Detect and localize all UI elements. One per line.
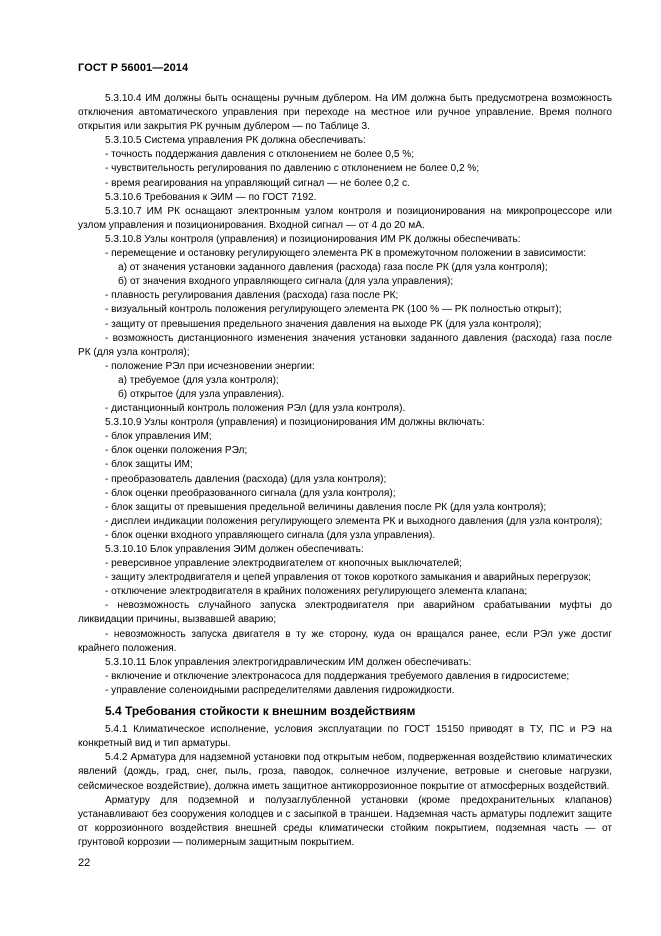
page-number: 22 — [78, 857, 91, 869]
list-item: - перемещение и остановку регулирующего элемента РК в промежуточном положении в зависимости: — [105, 248, 587, 260]
paragraph: Арматуру для подземной и полузаглубленной установки (кроме предохранительных клапанов) устанавливают без сооружения колодцев и с засыпкой в траншеи. Надземная часть арматуры подлежит защите от коррозионного воздействия внешней среды климатически стойким покрытием, подземная часть — от грунтовой коррозии — полимерным защитным покрытием. — [78, 794, 612, 848]
sub-list-item: а) от значения установки заданного давления (расхода) газа после РК (для узла контроля); — [118, 262, 548, 274]
paragraph: 5.3.10.10 Блок управления ЭИМ должен обеспечивать: — [105, 544, 364, 555]
paragraph: 5.3.10.7 ИМ РК оснащают электронным узлом контроля и позиционирования на микропроцессоре или узлом управления и позиционирования. Входной сигнал — от 4 до 20 мА. — [78, 205, 612, 231]
list-item: - дисплеи индикации положения регулирующего элемента РК и выходного давления (для узла контроля); — [105, 515, 603, 527]
list-item: - блок управления ИМ; — [105, 431, 212, 443]
list-item: - блок защиты ИМ; — [105, 459, 193, 471]
paragraph: 5.3.10.11 Блок управления электрогидравлическим ИМ должен обеспечивать: — [105, 656, 472, 668]
list-item: - блок оценки положения РЭл; — [105, 445, 248, 457]
sub-list-item: а) требуемое (для узла контроля); — [118, 374, 279, 386]
list-item: - блок защиты от превышения предельной величины давления после РК (для узла контроля); — [105, 501, 547, 513]
list-item: - блок оценки входного управляющего сигнала (для узла управления). — [105, 529, 436, 541]
sub-list-item: б) открытое (для узла управления). — [118, 388, 285, 400]
document-code-header: ГОСТ Р 56001—2014 — [78, 62, 189, 74]
paragraph: 5.3.10.6 Требования к ЭИМ — по ГОСТ 7192. — [105, 191, 317, 203]
list-item: - точность поддержания давления с отклонением не более 0,5 %; — [105, 149, 415, 161]
list-item: - невозможность запуска двигателя в ту же сторону, куда он вращался ранее, если РЭл уже достиг крайнего положения. — [78, 628, 612, 654]
paragraph: 5.3.10.8 Узлы контроля (управления) и позиционирования ИМ РК должны обеспечивать: — [105, 233, 521, 245]
list-item: - отключение электродвигателя в крайних положениях регулирующего элемента клапана; — [105, 586, 528, 598]
list-item: - дистанционный контроль положения РЭл (для узла контроля). — [105, 403, 406, 415]
list-item: - время реагирования на управляющий сигнал — не более 0,2 с. — [105, 177, 410, 189]
paragraph: 5.3.10.5 Система управления РК должна обеспечивать: — [105, 135, 366, 147]
paragraph: 5.4.2 Арматура для надземной установки под открытым небом, подверженная воздействию климатических явлений (дождь, град, снег, пыль, гроза, паводок, солнечное излучение, ветровые и снеговые нагрузки, сейсмическое воздействие), должна иметь защитное антикоррозионное покрытие от атмосферных воздействий. — [78, 752, 612, 792]
list-item: - преобразователь давления (расхода) (для узла контроля); — [105, 473, 387, 485]
list-item: - управление соленоидными распределителями давления гидрожидкости. — [105, 684, 455, 696]
paragraph: 5.4.1 Климатическое исполнение, условия эксплуатации по ГОСТ 15150 приводят в ТУ, ПС и РЭ на конкретный вид и тип арматуры. — [78, 724, 612, 750]
list-item: - защиту от превышения предельного значения давления на выходе РК (для узла контроля); — [105, 318, 542, 330]
list-item: - визуальный контроль положения регулирующего элемента РК (100 % — РК полностью открыт); — [105, 304, 562, 316]
list-item: - блок оценки преобразованного сигнала (для узла контроля); — [105, 487, 396, 499]
section-heading: 5.4 Требования стойкости к внешним воздействиям — [105, 704, 416, 719]
list-item: - невозможность случайного запуска электродвигателя при аварийном срабатывании муфты до ликвидации причины, вызвавшей аварию; — [78, 600, 612, 626]
list-item: - плавность регулирования давления (расхода) газа после РК; — [105, 290, 399, 302]
list-item: - возможность дистанционного изменения значения установки заданного давления (расхода) газа после РК (для узла контроля); — [78, 332, 612, 358]
list-item: - защиту электродвигателя и цепей управления от токов короткого замыкания и аварийных перегрузок; — [105, 572, 591, 584]
document-body — [78, 92, 612, 850]
paragraph: 5.3.10.9 Узлы контроля (управления) и позиционирования ИМ должны включать: — [105, 417, 485, 429]
list-item: - чувствительность регулирования по давлению с отклонением не более 0,2 %; — [105, 163, 480, 175]
list-item: - положение РЭл при исчезновении энергии: — [105, 360, 315, 372]
list-item: - реверсивное управление электродвигателем от кнопочных выключателей; — [105, 558, 462, 570]
paragraph: 5.3.10.4 ИМ должны быть оснащены ручным дублером. На ИМ должна быть предусмотрена возможность отключения автоматического управления при переходе на местное или ручное управление. Время полного открытия или закрытия РК ручным дублером — по Таблице 3. — [78, 93, 612, 133]
sub-list-item: б) от значения входного управляющего сигнала (для узла управления); — [118, 276, 454, 288]
list-item: - включение и отключение электронасоса для поддержания требуемого давления в гидросистеме; — [105, 670, 570, 682]
